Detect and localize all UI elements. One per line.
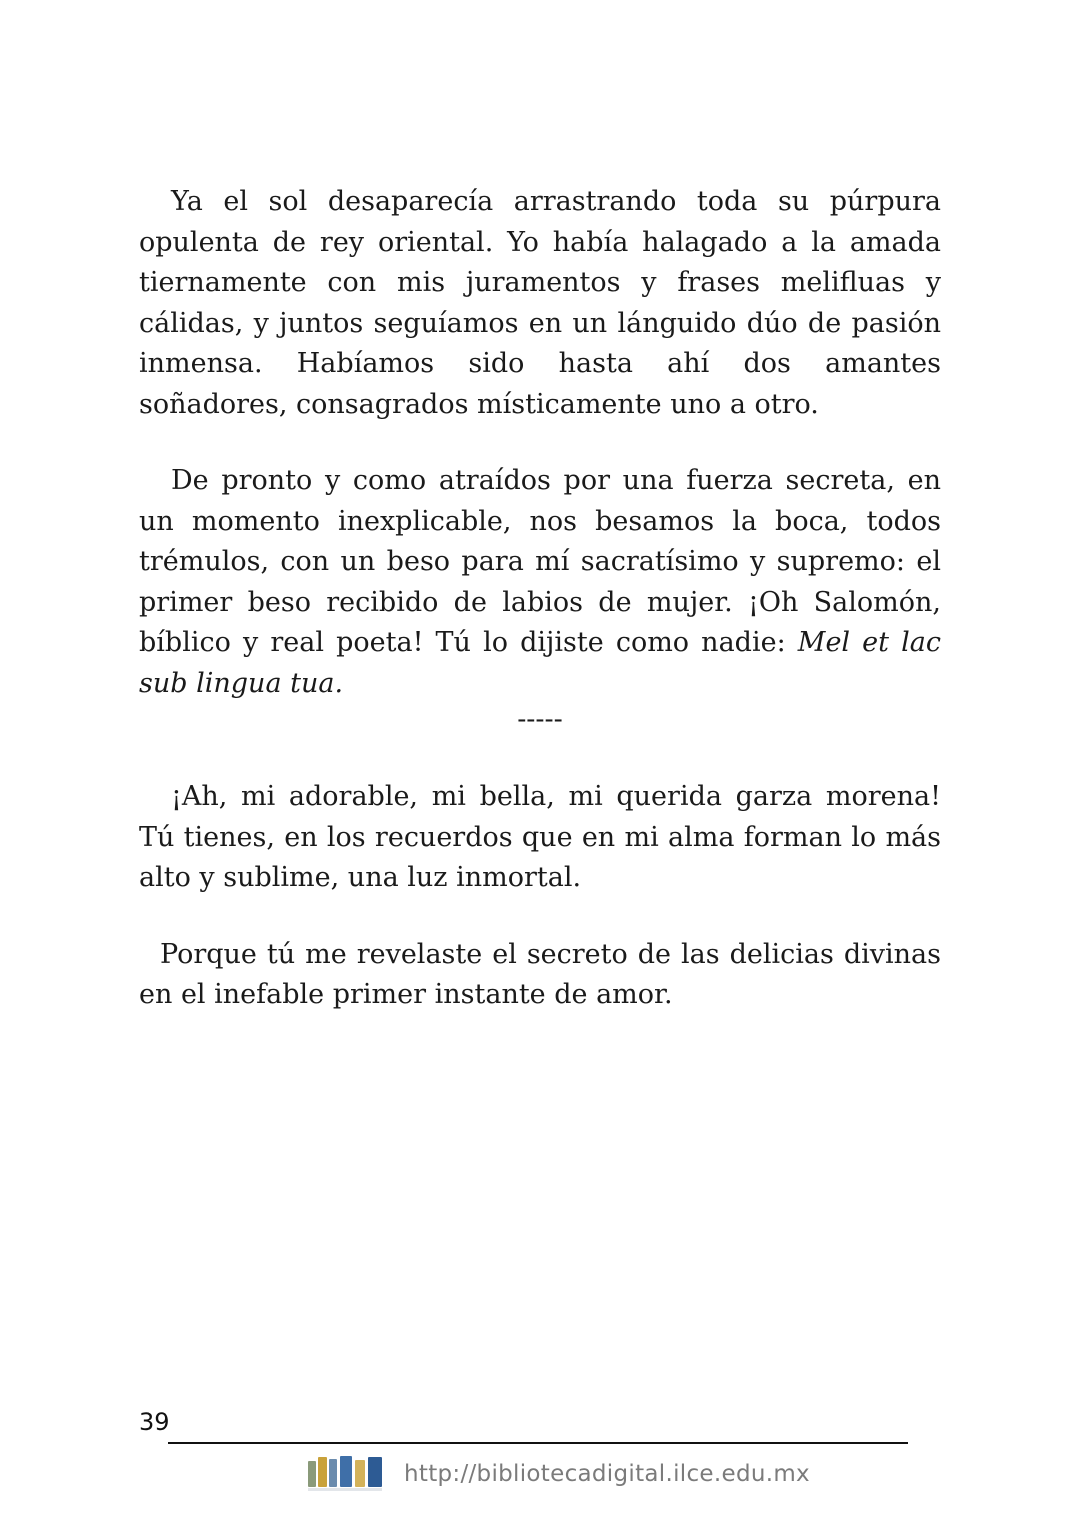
paragraph-4: Porque tú me revelaste el secreto de las delicias divinas en el inefable primer instante de amor. — [139, 938, 941, 1010]
book-spine-6 — [368, 1457, 382, 1487]
book-spine-2 — [318, 1457, 327, 1487]
text-block-bottom — [139, 777, 941, 1016]
shelf-reflection — [308, 1488, 382, 1491]
paragraph-3: ¡Ah, mi adorable, mi bella, mi querida garza morena! Tú tienes, en los recuerdos que en mi alma forman lo más alto y sublime, una luz inmortal. — [139, 781, 941, 893]
book-spine-5 — [355, 1460, 365, 1487]
book-spine-1 — [308, 1461, 316, 1487]
footer-rule — [168, 1442, 908, 1444]
bookshelf-logo-icon — [306, 1455, 390, 1491]
book-spine-3 — [329, 1459, 337, 1487]
page-number: 39 — [139, 1408, 170, 1436]
paragraph-2-text: De pronto y como atraídos por una fuerza secreta, en un momento inexplicable, nos besamos la boca, todos trémulos, con un beso para mí sacratísimo y supremo: el primer beso recibido de labios de mujer. ¡Oh Salomón, bíblico y real poeta! Tú lo dijiste como nadie: — [139, 465, 941, 658]
paragraph-2 — [139, 461, 941, 704]
text-block-top — [139, 182, 941, 704]
footer-url-link[interactable]: http://bibliotecadigital.ilce.edu.mx — [404, 1461, 810, 1487]
paragraph-1: Ya el sol desaparecía arrastrando toda su púrpura opulenta de rey oriental. Yo había halagado a la amada tiernamente con mis juramentos y frases melifluas y cálidas, y juntos seguíamos en un lánguido dúo de pasión inmensa. Habíamos sido hasta ahí dos amantes soñadores, consagrados místicamente uno a otro. — [139, 186, 941, 420]
book-spine-4 — [340, 1456, 352, 1487]
section-separator: ----- — [517, 704, 563, 735]
latin-quote: Mel et lac sub lingua tua. — [139, 627, 941, 699]
